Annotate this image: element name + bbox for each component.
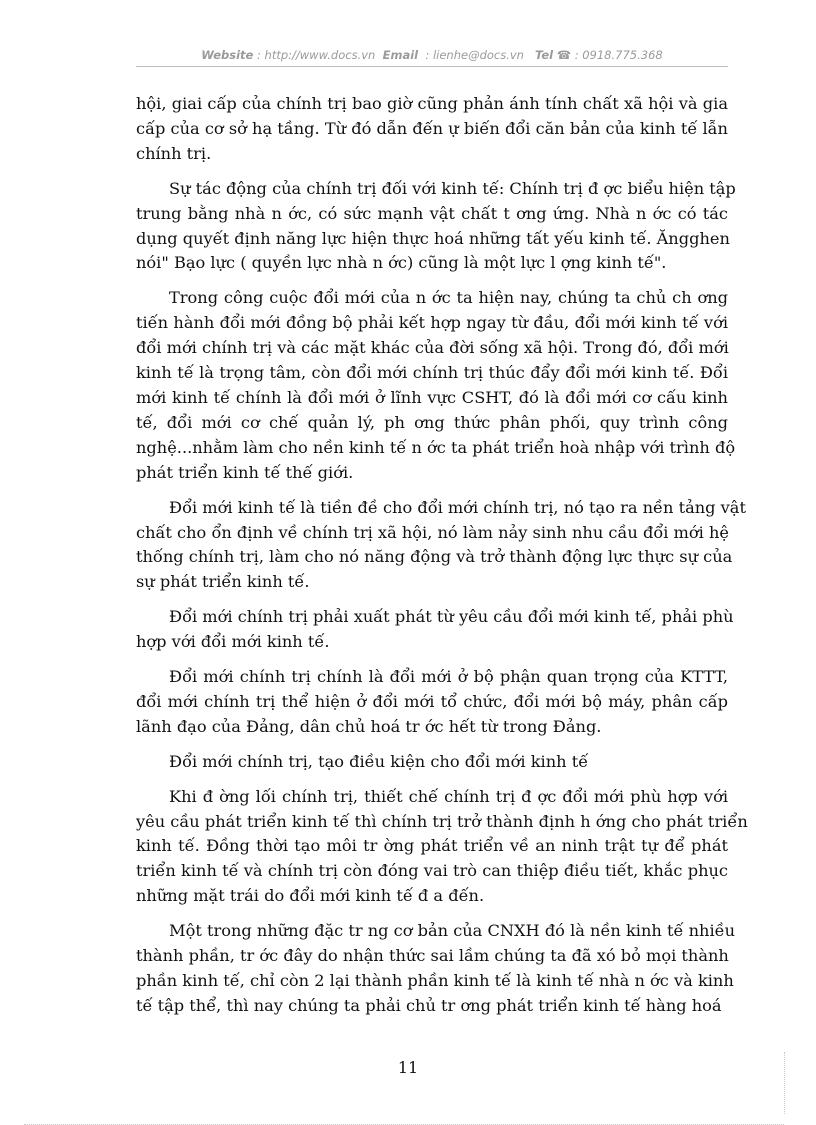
tel-label: Tel: [534, 48, 554, 62]
text-line: lãnh đạo của Đảng, dân chủ hoá tr ớc hết từ trong Đảng.: [136, 716, 602, 736]
text-line: chất cho ổn định về chính trị xã hội, nó làm nảy sinh nhu cầu đổi mới hệ: [136, 522, 729, 542]
paragraph: [136, 286, 736, 485]
text-line: hợp với đổi mới kinh tế.: [136, 632, 330, 652]
text-line: những mặt trái do đổi mới kinh tế đ a đến.: [136, 886, 485, 906]
text-line: nghệ...nhằm làm cho nền kinh tế n ớc ta phát triển hoà nhập với trình độ: [136, 437, 736, 457]
website-label: Website: [201, 48, 254, 62]
text-line: tế tập thể, thì nay chúng ta phải chủ tr ơng phát triển kinh tế hàng hoá: [136, 995, 722, 1015]
text-line: trung bằng nhà n ớc, có sức mạnh vật chất t ơng ứng. Nhà n ớc có tác: [136, 203, 728, 223]
text-line: phần kinh tế, chỉ còn 2 lại thành phần kinh tế là kinh tế nhà n ớc và kinh: [136, 971, 734, 990]
text-line: tế, đổi mới cơ chế quản lý, ph ơng thức phân phối, quy trình công: [136, 412, 728, 432]
email-label: Email: [382, 48, 419, 62]
paragraph: [136, 496, 746, 596]
paragraph: [136, 785, 748, 910]
text-line: sự phát triển kinh tế.: [136, 572, 310, 592]
text-line: Đổi mới chính trị, tạo điều kiện cho đổi mới kinh tế: [169, 751, 589, 771]
text-line: yêu cầu phát triển kinh tế thì chính trị trở thành định h ớng cho phát triển: [136, 811, 748, 831]
document-body: [136, 92, 748, 1029]
paragraph: [136, 605, 734, 655]
paragraph: [136, 177, 736, 277]
text-line: phát triển kinh tế thế giới.: [136, 462, 354, 482]
page-header: [136, 48, 728, 62]
text-line: hội, giai cấp của chính trị bao giờ cũng phản ánh tính chất xã hội và gia: [136, 94, 728, 113]
page-corner-mark: [784, 1052, 785, 1114]
header-divider: [136, 66, 728, 67]
text-line: cấp của cơ sở hạ tầng. Từ đó dẫn đến ự biến đổi căn bản của kinh tế lẫn: [136, 118, 728, 138]
text-line: Khi đ ờng lối chính trị, thiết chế chính trị đ ợc đổi mới phù hợp với: [169, 786, 728, 806]
text-line: Sự tác động của chính trị đối với kinh tế: Chính trị đ ợc biểu hiện tập: [169, 178, 736, 198]
text-line: thành phần, tr ớc đây do nhận thức sai lầm chúng ta đã xó bỏ mọi thành: [136, 946, 729, 966]
text-line: đổi mới chính trị và các mặt khác của đời sống xã hội. Trong đó, đổi mới: [136, 338, 729, 358]
page-number: 11: [397, 1058, 419, 1077]
paragraph: [136, 919, 736, 1019]
website-value: : http://www.docs.vn: [257, 48, 376, 62]
text-line: Đổi mới chính trị phải xuất phát từ yêu cầu đổi mới kinh tế, phải phù: [169, 607, 734, 627]
paragraph: [136, 665, 728, 740]
text-line: Một trong những đặc tr ng cơ bản của CNXH đó là nền kinh tế nhiều: [169, 921, 736, 941]
text-line: dụng quyết định năng lực hiện thực hoá những tất yếu kinh tế. Ăngghen: [136, 228, 730, 248]
text-line: chính trị.: [136, 143, 212, 163]
text-line: thống chính trị, làm cho nó năng động và trở thành động lực thực sự của: [136, 547, 733, 567]
text-line: Trong công cuộc đổi mới của n ớc ta hiện nay, chúng ta chủ ch ơng: [169, 288, 728, 308]
text-line: Đổi mới kinh tế là tiền đề cho đổi mới chính trị, nó tạo ra nền tảng vật: [169, 497, 746, 517]
text-line: nói" Bạo lực ( quyền lực nhà n ớc) cũng là một lực l ợng kinh tế".: [136, 253, 667, 273]
text-line: kinh tế. Đồng thời tạo môi tr ờng phát triển về an ninh trật tự để phát: [136, 836, 728, 856]
text-line: triển kinh tế và chính trị còn đóng vai trò can thiệp điều tiết, khắc phục: [136, 861, 728, 881]
text-line: mới kinh tế chính là đổi mới ở lĩnh vực CSHT, đó là đổi mới cơ cấu kinh: [136, 387, 728, 407]
text-line: tiến hành đổi mới đồng bộ phải kết hợp ngay từ đầu, đổi mới kinh tế với: [136, 313, 728, 333]
email-value: : lienhe@docs.vn: [425, 48, 524, 62]
paragraph: [136, 92, 728, 167]
tel-value: ☎ : 0918.775.368: [556, 48, 663, 62]
text-line: Đổi mới chính trị chính là đổi mới ở bộ phận quan trọng của KTTT,: [169, 667, 728, 687]
paragraph: [136, 750, 728, 775]
text-line: đổi mới chính trị thể hiện ở đổi mới tổ chức, đổi mới bộ máy, phân cấp: [136, 691, 728, 711]
text-line: kinh tế là trọng tâm, còn đổi mới chính trị thúc đẩy đổi mới kinh tế. Đổi: [136, 363, 728, 383]
